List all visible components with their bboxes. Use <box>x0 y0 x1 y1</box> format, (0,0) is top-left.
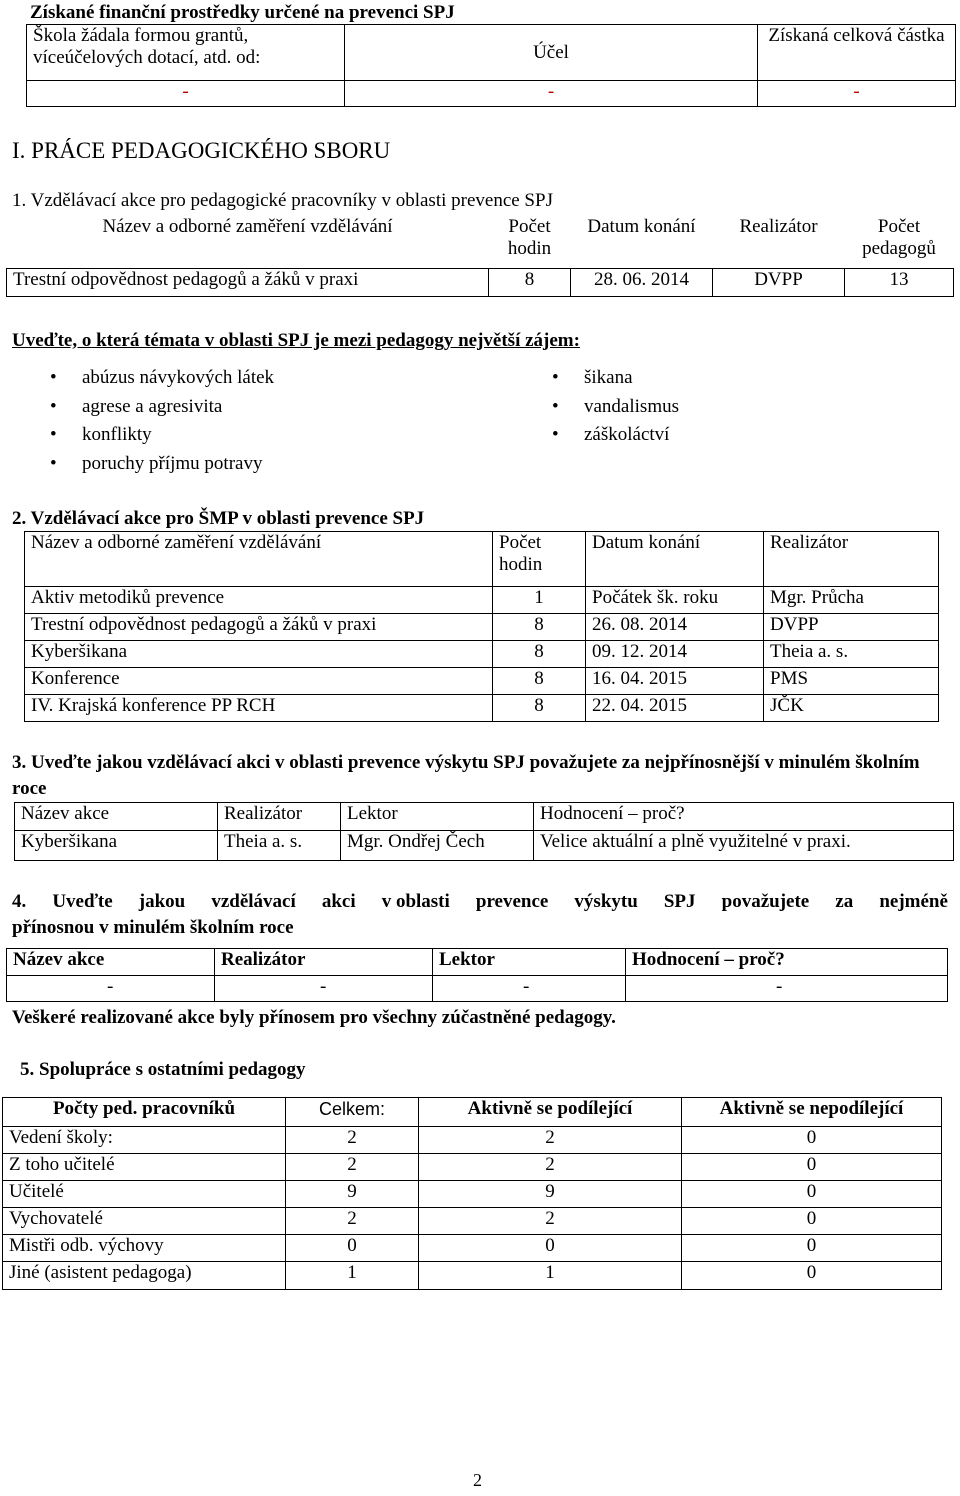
table-cell: 0 <box>286 1235 419 1262</box>
title-word: výskytu <box>574 891 638 912</box>
page-number: 2 <box>473 1470 482 1490</box>
sub1-cell: 13 <box>845 268 954 296</box>
table-cell: 1 <box>286 1262 419 1290</box>
sub1-header: Počet pedagogů <box>862 216 936 259</box>
funds-header-amount: Získaná celková částka <box>758 25 956 81</box>
sub5-title: 5. Spolupráce s ostatními pedagogy <box>20 1059 306 1080</box>
table-cell: Vedení školy: <box>3 1127 286 1154</box>
title-word: SPJ <box>663 891 696 912</box>
table-row <box>3 1181 942 1208</box>
title-word: nejméně <box>879 891 948 912</box>
table-cell: Aktiv metodiků prevence <box>25 587 493 614</box>
table-row <box>25 614 939 641</box>
table-cell: 16. 04. 2015 <box>586 668 764 695</box>
table-cell: 0 <box>682 1154 942 1181</box>
sub3-cell: Velice aktuální a plně využitelné v praxi. <box>534 831 954 861</box>
table-cell: Theia a. s. <box>764 641 939 668</box>
sub3-header: Lektor <box>341 803 534 831</box>
sub5-header: Celkem: <box>286 1098 419 1127</box>
title-word: 4. <box>12 891 27 912</box>
sub3-cell: Mgr. Ondřej Čech <box>341 831 534 861</box>
sub2-header: Počet hodin <box>493 532 586 587</box>
table-cell: 9 <box>419 1181 682 1208</box>
title-word: vzdělávací <box>211 891 296 912</box>
sub1-header: Datum konání <box>587 216 696 237</box>
table-cell: 22. 04. 2015 <box>586 695 764 722</box>
table-cell: 0 <box>419 1235 682 1262</box>
sub4-header: Název akce <box>7 949 215 976</box>
sub4-cell: - <box>7 976 215 1002</box>
table-cell: Trestní odpovědnost pedagogů a žáků v praxi <box>25 614 493 641</box>
topics-question: Uveďte, o která témata v oblasti SPJ je mezi pedagogy největší zájem: <box>12 330 580 351</box>
table-row <box>3 1262 942 1290</box>
sub5-header: Aktivně se nepodílející <box>682 1098 942 1127</box>
section-title: I. PRÁCE PEDAGOGICKÉHO SBORU <box>12 138 391 163</box>
table-cell: 2 <box>419 1154 682 1181</box>
title-word: považujete <box>721 891 810 912</box>
table-cell: 8 <box>493 641 586 668</box>
table-cell: 8 <box>493 614 586 641</box>
table-cell: 9 <box>286 1181 419 1208</box>
sub1-cell: DVPP <box>713 268 845 296</box>
sub2-header: Datum konání <box>586 532 764 587</box>
funds-cell: - <box>27 81 345 107</box>
funds-table <box>26 24 956 107</box>
title-word: Uveďte <box>52 891 113 912</box>
table-cell: 09. 12. 2014 <box>586 641 764 668</box>
sub3-header: Název akce <box>15 803 218 831</box>
sub4-cell: - <box>215 976 433 1002</box>
list-item: • záškoláctví <box>538 421 679 450</box>
table-cell: 2 <box>419 1127 682 1154</box>
table-row <box>25 695 939 722</box>
table-cell: 2 <box>286 1208 419 1235</box>
table-cell: DVPP <box>764 614 939 641</box>
table-cell: 0 <box>682 1208 942 1235</box>
sub1-header: Název a odborné zaměření vzdělávání <box>102 216 393 237</box>
sub4-cell: - <box>626 976 948 1002</box>
sub4-title-line1 <box>12 891 948 913</box>
table-row <box>25 668 939 695</box>
sub2-header: Realizátor <box>764 532 939 587</box>
table-cell: 2 <box>286 1127 419 1154</box>
table-cell: Z toho učitelé <box>3 1154 286 1181</box>
funds-header-source: Škola žádala formou grantů, víceúčelových dotací, atd. od: <box>27 25 345 81</box>
table-cell: 8 <box>493 668 586 695</box>
sub4-header: Hodnocení – proč? <box>626 949 948 976</box>
sub1-header: Realizátor <box>739 216 818 237</box>
sub3-header: Hodnocení – proč? <box>534 803 954 831</box>
sub4-note: Veškeré realizované akce byly přínosem pro všechny zúčastněné pedagogy. <box>12 1007 616 1028</box>
sub3-cell: Kyberšikana <box>15 831 218 861</box>
sub4-header: Lektor <box>433 949 626 976</box>
title-word: v oblasti <box>381 891 450 912</box>
title-word: akci <box>321 891 356 912</box>
table-row <box>25 641 939 668</box>
sub1-cell: Trestní odpovědnost pedagogů a žáků v praxi <box>7 268 489 296</box>
table-cell: 26. 08. 2014 <box>586 614 764 641</box>
sub3-cell: Theia a. s. <box>218 831 341 861</box>
sub3-header: Realizátor <box>218 803 341 831</box>
sub2-header: Název a odborné zaměření vzdělávání <box>25 532 493 587</box>
table-cell: JČK <box>764 695 939 722</box>
sub1-header: Počet hodin <box>507 216 552 259</box>
table-row <box>3 1127 942 1154</box>
sub1-cell: 28. 06. 2014 <box>571 268 713 296</box>
table-cell: Jiné (asistent pedagoga) <box>3 1262 286 1290</box>
title-word: jakou <box>138 891 186 912</box>
funds-cell: - <box>345 81 758 107</box>
table-cell: Vychovatelé <box>3 1208 286 1235</box>
table-row <box>3 1208 942 1235</box>
table-cell: 2 <box>286 1154 419 1181</box>
sub4-table <box>6 948 948 1002</box>
table-cell: 0 <box>682 1181 942 1208</box>
table-cell: 1 <box>493 587 586 614</box>
table-cell: 2 <box>419 1208 682 1235</box>
funds-title: Získané finanční prostředky určené na prevenci SPJ <box>30 2 455 23</box>
table-cell: 8 <box>493 695 586 722</box>
sub3-table <box>14 802 954 861</box>
sub1-cell: 8 <box>489 268 571 296</box>
sub4-cell: - <box>433 976 626 1002</box>
sub5-header: Aktivně se podílející <box>419 1098 682 1127</box>
table-cell: Mistři odb. výchovy <box>3 1235 286 1262</box>
funds-header-purpose: Účel <box>345 25 758 81</box>
list-item: • abúzus návykových látek <box>36 364 274 393</box>
topics-list-right <box>538 364 679 450</box>
table-cell: Mgr. Průcha <box>764 587 939 614</box>
sub2-title: 2. Vzdělávací akce pro ŠMP v oblasti prevence SPJ <box>12 508 425 529</box>
table-cell: 0 <box>682 1127 942 1154</box>
list-item: • poruchy příjmu potravy <box>36 450 274 479</box>
list-item: • agrese a agresivita <box>36 393 274 422</box>
sub2-table <box>24 531 939 722</box>
table-cell: 0 <box>682 1262 942 1290</box>
table-row <box>25 587 939 614</box>
table-cell: 1 <box>419 1262 682 1290</box>
table-row <box>3 1154 942 1181</box>
sub5-header: Počty ped. pracovníků <box>3 1098 286 1127</box>
title-word: za <box>835 891 854 912</box>
sub1-table <box>6 216 954 297</box>
list-item: • šikana <box>538 364 679 393</box>
sub4-header: Realizátor <box>215 949 433 976</box>
list-item: • vandalismus <box>538 393 679 422</box>
table-cell: 0 <box>682 1235 942 1262</box>
sub5-table <box>2 1097 942 1290</box>
funds-cell: - <box>758 81 956 107</box>
sub4-title-line2: přínosnou v minulém školním roce <box>12 917 294 938</box>
title-word: prevence <box>475 891 549 912</box>
table-row <box>3 1235 942 1262</box>
table-cell: Konference <box>25 668 493 695</box>
table-cell: Učitelé <box>3 1181 286 1208</box>
table-cell: IV. Krajská konference PP RCH <box>25 695 493 722</box>
table-cell: Počátek šk. roku <box>586 587 764 614</box>
sub3-title: 3. Uveďte jakou vzdělávací akci v oblasti prevence výskytu SPJ považujete za nejpřínosnější v minulém školním roce <box>12 752 920 799</box>
list-item: • konflikty <box>36 421 274 450</box>
table-cell: PMS <box>764 668 939 695</box>
sub1-title: 1. Vzdělávací akce pro pedagogické pracovníky v oblasti prevence SPJ <box>12 190 553 211</box>
table-cell: Kyberšikana <box>25 641 493 668</box>
topics-list-left <box>36 364 274 478</box>
